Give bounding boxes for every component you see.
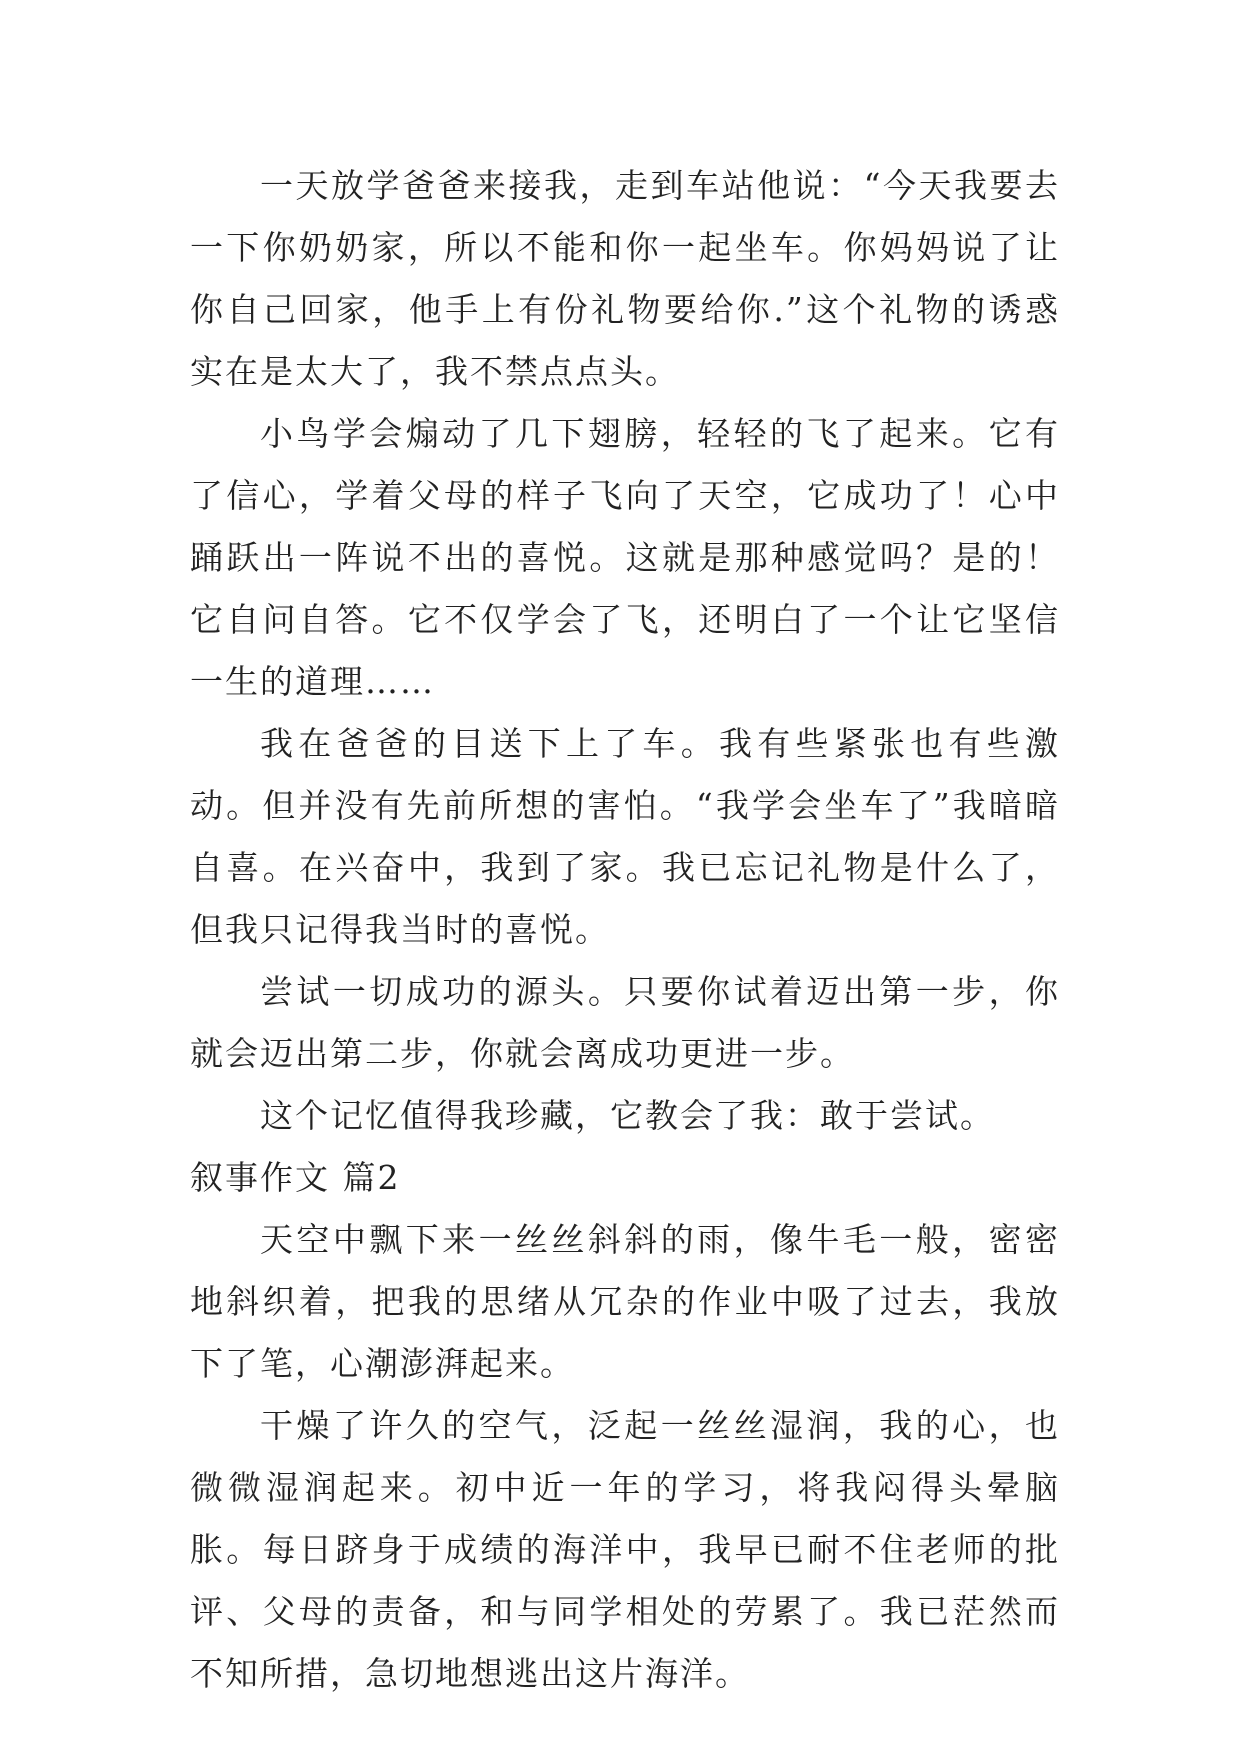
paragraph: 尝试一切成功的源头。只要你试着迈出第一步，你就会迈出第二步，你就会离成功更进一步。 [190, 972, 1060, 1073]
paragraph: 一天放学爸爸来接我，走到车站他说：“今天我要去一下你奶奶家，所以不能和你一起坐车。你妈妈说了让你自己回家，他手上有份礼物要给你.”这个礼物的诱惑实在是太大了，我不禁点点头。 [190, 166, 1060, 391]
paragraph: 干燥了许久的空气，泛起一丝丝湿润，我的心，也微微湿润起来。初中近一年的学习，将我闷得头晕脑胀。每日跻身于成绩的海洋中，我早已耐不住老师的批评、父母的责备，和与同学相处的劳累了。我已茫然而不知所措，急切地想逃出这片海洋。 [190, 1406, 1060, 1693]
section-heading: 叙事作文 篇2 [190, 1158, 401, 1197]
document-body [190, 155, 1060, 1705]
paragraph: 小鸟学会煽动了几下翅膀，轻轻的飞了起来。它有了信心，学着父母的样子飞向了天空，它成功了！心中踊跃出一阵说不出的喜悦。这就是那种感觉吗？是的！它自问自答。它不仅学会了飞，还明白了一个让它坚信一生的道理…… [190, 414, 1060, 701]
paragraph: 天空中飘下来一丝丝斜斜的雨，像牛毛一般，密密地斜织着，把我的思绪从冗杂的作业中吸了过去，我放下了笔，心潮澎湃起来。 [190, 1220, 1060, 1383]
paragraph: 这个记忆值得我珍藏，它教会了我：敢于尝试。 [260, 1096, 995, 1135]
paragraph: 我在爸爸的目送下上了车。我有些紧张也有些激动。但并没有先前所想的害怕。“我学会坐车了”我暗暗自喜。在兴奋中，我到了家。我已忘记礼物是什么了，但我只记得我当时的喜悦。 [190, 724, 1060, 949]
